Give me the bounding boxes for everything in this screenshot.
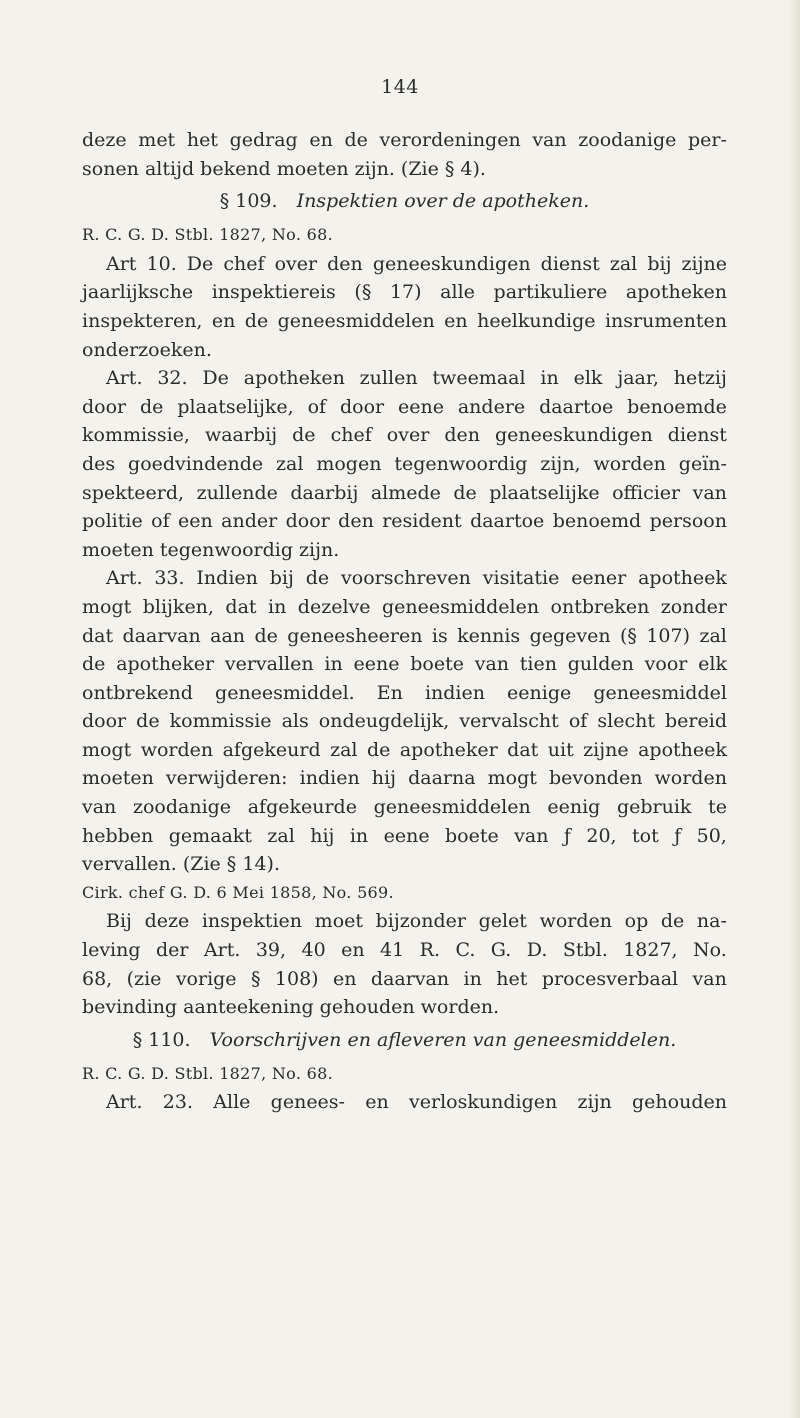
page-number: 144 (381, 76, 419, 98)
section-heading (82, 1022, 727, 1060)
text-line: Art 10. De chef over den geneeskundigen dienst zal bij zijne (106, 252, 727, 275)
text-line: ontbrekend geneesmiddel. En indien eenige geneesmiddel (82, 681, 727, 704)
text-line: bevinding aanteekening gehouden worden. (82, 996, 500, 1019)
text-line: kommissie, waarbij de chef over den geneeskundigen dienst (82, 424, 727, 447)
text-block (82, 126, 727, 1117)
text-line: van zoodanige afgekeurde geneesmiddelen eenig gebruik te (82, 796, 727, 819)
text-line: door de plaatselijke, of door eene andere daartoe benoemde (82, 395, 727, 418)
legal-reference: R. C. G. D. Stbl. 1827, No. 68. (82, 225, 333, 245)
text-line: deze met het gedrag en de verordeningen van zoodanige per- (82, 129, 727, 151)
text-line: door de kommissie als ondeugdelijk, vervalscht of slecht bereid (82, 710, 727, 733)
text-line: moeten verwijderen: indien hij daarna mogt bevonden worden (82, 767, 727, 790)
text-line: Art. 32. De apotheken zullen tweemaal in elk jaar, hetzij (106, 367, 727, 390)
text-line: dat daarvan aan de geneesheeren is kennis gegeven (§ 107) zal (82, 624, 727, 647)
text-line: Bij deze inspektien moet bijzonder gelet worden op de na- (106, 910, 727, 933)
text-line: inspekteren, en de geneesmiddelen en heelkundige insrumenten (82, 309, 727, 332)
legal-reference: Cirk. chef G. D. 6 Mei 1858, No. 569. (82, 882, 394, 902)
legal-reference: R. C. G. D. Stbl. 1827, No. 68. (82, 1063, 333, 1083)
text-line: spekteerd, zullende daarbij almede de plaatselijke officier van (82, 481, 727, 504)
text-line: mogt worden afgekeurd zal de apotheker dat uit zijne apotheek (82, 738, 727, 761)
text-line: politie of een ander door den resident daartoe benoemd persoon (82, 510, 727, 533)
text-line: jaarlijksche inspektiereis (§ 17) alle partikuliere apotheken (82, 281, 727, 304)
section-number: § 110. (132, 1028, 191, 1051)
section-title: Voorschrijven en afleveren van geneesmiddelen. (209, 1028, 677, 1051)
text-line: Art. 23. Alle genees- en verloskundigen zijn gehouden (106, 1091, 727, 1114)
text-line: de apotheker vervallen in eene boete van tien gulden voor elk (82, 653, 727, 676)
section-number: § 109. (219, 190, 278, 213)
text-line: mogt blijken, dat in dezelve geneesmiddelen ontbreken zonder (82, 595, 727, 618)
text-line: des goedvindende zal mogen tegenwoordig zijn, worden geïn- (82, 452, 727, 475)
text-line: vervallen. (Zie § 14). (82, 853, 280, 876)
page-edge (788, 0, 800, 1418)
section-title: Inspektien over de apotheken. (296, 190, 590, 213)
text-line: sonen altijd bekend moeten zijn. (Zie § 4). (82, 157, 486, 180)
text-line: 68, (zie vorige § 108) en daarvan in het procesverbaal van (82, 967, 727, 990)
text-line: hebben gemaakt zal hij in eene boete van ƒ 20, tot ƒ 50, (82, 824, 727, 847)
text-line: moeten tegenwoordig zijn. (82, 538, 340, 561)
section-heading (82, 183, 727, 221)
text-line: leving der Art. 39, 40 en 41 R. C. G. D. Stbl. 1827, No. (82, 939, 727, 962)
text-line: onderzoeken. (82, 338, 212, 361)
text-line: Art. 33. Indien bij de voorschreven visitatie eener apotheek (106, 567, 727, 590)
